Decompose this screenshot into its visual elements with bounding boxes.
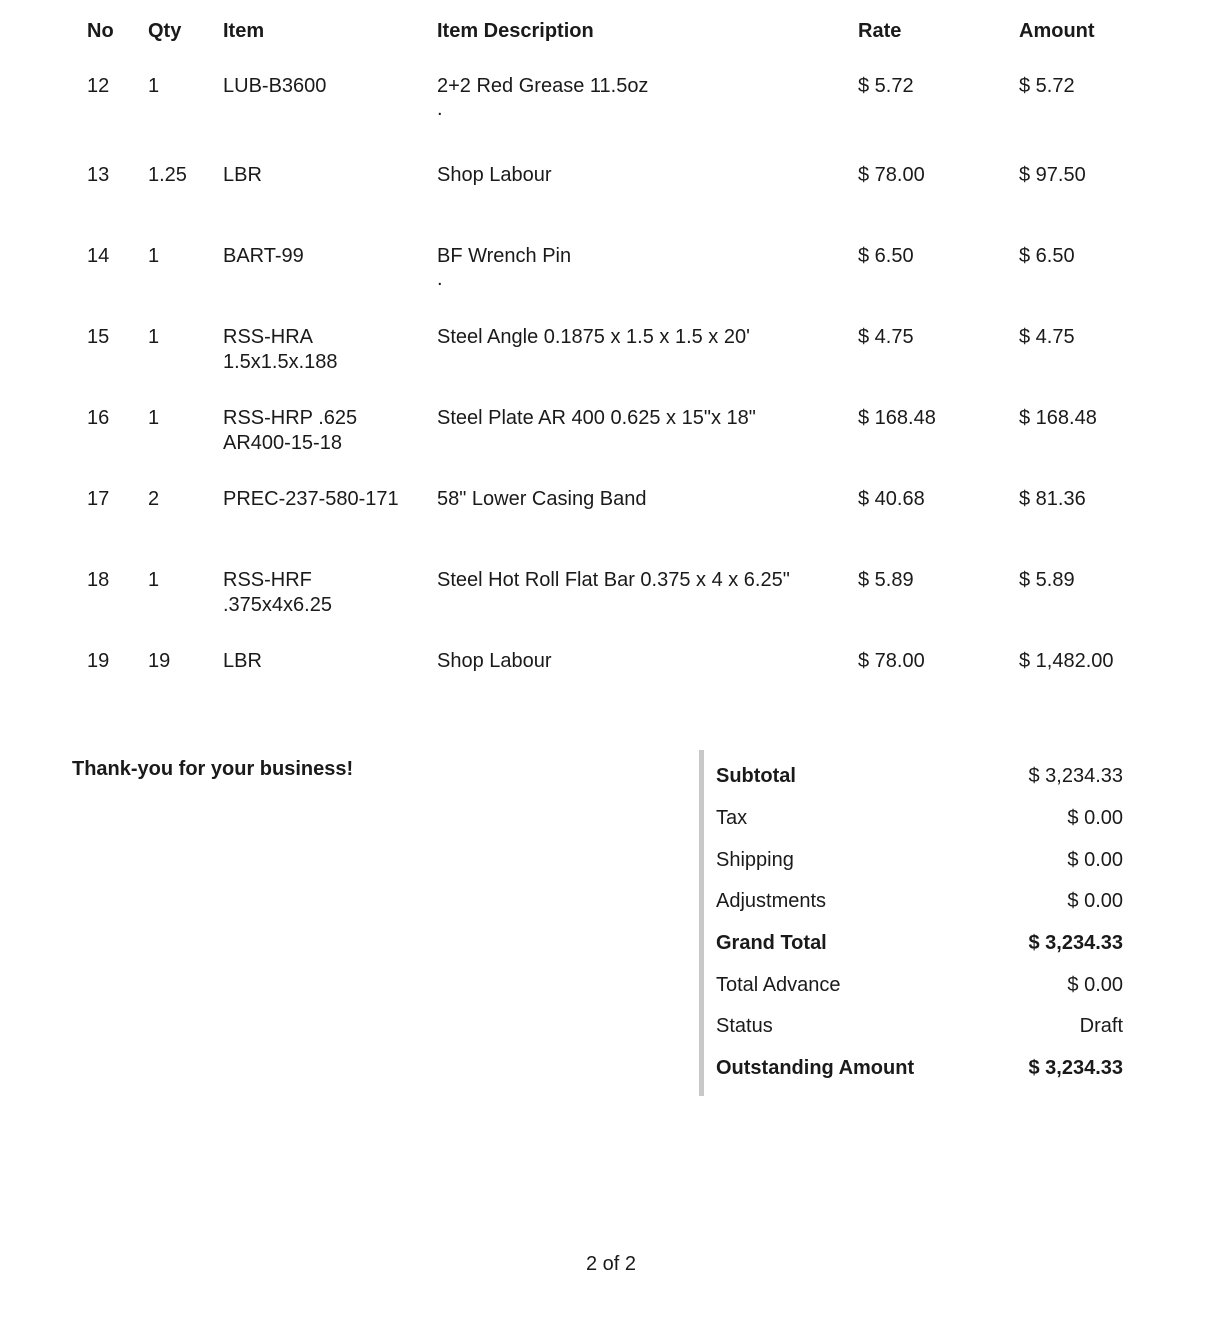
row-amount: $ 6.50 bbox=[1019, 245, 1075, 267]
header-amount: Amount bbox=[1019, 19, 1095, 42]
row-description: Shop Labour bbox=[437, 650, 552, 672]
tax-label: Tax bbox=[716, 807, 748, 830]
table-row bbox=[72, 312, 1222, 393]
header-item: Item bbox=[223, 19, 265, 42]
row-amount: $ 168.48 bbox=[1019, 407, 1097, 429]
row-item: LBR bbox=[223, 650, 262, 672]
row-description: 58" Lower Casing Band bbox=[437, 488, 647, 510]
page-number: 2 of 2 bbox=[585, 1253, 637, 1275]
tax-row bbox=[716, 798, 1129, 840]
row-description-cell bbox=[422, 231, 843, 312]
table-row bbox=[72, 555, 1222, 636]
row-qty: 19 bbox=[148, 650, 171, 672]
row-item: LUB-B3600 bbox=[223, 75, 327, 97]
row-qty: 1 bbox=[148, 569, 160, 591]
table-row bbox=[72, 393, 1222, 474]
row-description-note: . bbox=[437, 98, 443, 120]
advance-row bbox=[716, 964, 1129, 1006]
status-row bbox=[716, 1006, 1129, 1048]
subtotal-label: Subtotal bbox=[716, 765, 796, 788]
row-rate: $ 6.50 bbox=[858, 245, 914, 267]
grand-total-row bbox=[716, 923, 1129, 965]
shipping-label: Shipping bbox=[716, 848, 794, 871]
row-item: RSS-HRP .625 AR400-15-18 bbox=[223, 407, 358, 454]
row-description: Steel Hot Roll Flat Bar 0.375 x 4 x 6.25" bbox=[437, 569, 790, 591]
row-item: LBR bbox=[223, 164, 262, 186]
row-description: Shop Labour bbox=[437, 164, 552, 186]
line-items-table bbox=[72, 0, 1222, 717]
header-description: Item Description bbox=[437, 19, 594, 42]
row-qty: 1 bbox=[148, 326, 160, 348]
row-qty: 2 bbox=[148, 488, 160, 510]
shipping-value: $ 0.00 bbox=[1067, 848, 1123, 871]
row-qty: 1 bbox=[148, 407, 160, 429]
row-rate: $ 5.89 bbox=[858, 569, 914, 591]
status-value: Draft bbox=[1079, 1015, 1123, 1038]
row-no: 18 bbox=[87, 569, 110, 591]
row-rate: $ 4.75 bbox=[858, 326, 914, 348]
totals-panel bbox=[699, 750, 1129, 1096]
row-description: 2+2 Red Grease 11.5oz bbox=[437, 75, 649, 97]
header-no: No bbox=[87, 19, 114, 42]
row-amount: $ 4.75 bbox=[1019, 326, 1075, 348]
row-description-note: . bbox=[437, 268, 443, 290]
row-item: PREC-237-580-171 bbox=[223, 488, 399, 510]
status-label: Status bbox=[716, 1015, 773, 1038]
row-no: 16 bbox=[87, 407, 110, 429]
row-no: 19 bbox=[87, 650, 110, 672]
row-rate: $ 40.68 bbox=[858, 488, 925, 510]
tax-value: $ 0.00 bbox=[1067, 807, 1123, 830]
outstanding-label: Outstanding Amount bbox=[716, 1057, 915, 1080]
advance-value: $ 0.00 bbox=[1067, 973, 1123, 996]
row-no: 12 bbox=[87, 75, 110, 97]
subtotal-value: $ 3,234.33 bbox=[1028, 765, 1123, 788]
row-qty: 1 bbox=[148, 245, 160, 267]
thank-you-message: Thank-you for your business! bbox=[72, 758, 354, 780]
advance-label: Total Advance bbox=[716, 973, 841, 996]
row-item: RSS-HRA 1.5x1.5x.188 bbox=[223, 326, 338, 373]
outstanding-value: $ 3,234.33 bbox=[1028, 1057, 1123, 1080]
row-no: 13 bbox=[87, 164, 110, 186]
table-row bbox=[72, 150, 1222, 231]
row-amount: $ 5.72 bbox=[1019, 75, 1075, 97]
row-no: 17 bbox=[87, 488, 110, 510]
row-rate: $ 78.00 bbox=[858, 650, 925, 672]
row-amount: $ 1,482.00 bbox=[1019, 650, 1114, 672]
row-no: 14 bbox=[87, 245, 110, 267]
table-row bbox=[72, 62, 1222, 150]
grand-total-value: $ 3,234.33 bbox=[1028, 932, 1123, 955]
grand-total-label: Grand Total bbox=[716, 932, 827, 955]
row-qty: 1.25 bbox=[148, 164, 187, 186]
row-item: RSS-HRF .375x4x6.25 bbox=[223, 569, 332, 616]
row-amount: $ 5.89 bbox=[1019, 569, 1075, 591]
row-description: Steel Plate AR 400 0.625 x 15"x 18" bbox=[437, 407, 756, 429]
header-qty: Qty bbox=[148, 19, 182, 42]
row-amount: $ 81.36 bbox=[1019, 488, 1086, 510]
row-item: BART-99 bbox=[223, 245, 304, 267]
row-qty: 1 bbox=[148, 75, 160, 97]
table-row bbox=[72, 474, 1222, 555]
table-header-row bbox=[72, 0, 1222, 62]
row-description: Steel Angle 0.1875 x 1.5 x 1.5 x 20' bbox=[437, 326, 750, 348]
row-no: 15 bbox=[87, 326, 110, 348]
row-description: BF Wrench Pin bbox=[437, 245, 572, 267]
shipping-row bbox=[716, 839, 1129, 881]
adjustments-row bbox=[716, 881, 1129, 923]
adjustments-label: Adjustments bbox=[716, 890, 827, 913]
subtotal-row bbox=[716, 756, 1129, 798]
table-row bbox=[72, 636, 1222, 717]
row-rate: $ 168.48 bbox=[858, 407, 936, 429]
row-rate: $ 5.72 bbox=[858, 75, 914, 97]
row-description-cell bbox=[422, 62, 843, 150]
row-rate: $ 78.00 bbox=[858, 164, 925, 186]
row-amount: $ 97.50 bbox=[1019, 164, 1086, 186]
outstanding-row bbox=[716, 1048, 1129, 1090]
table-row bbox=[72, 231, 1222, 312]
header-rate: Rate bbox=[858, 19, 902, 42]
adjustments-value: $ 0.00 bbox=[1067, 890, 1123, 913]
